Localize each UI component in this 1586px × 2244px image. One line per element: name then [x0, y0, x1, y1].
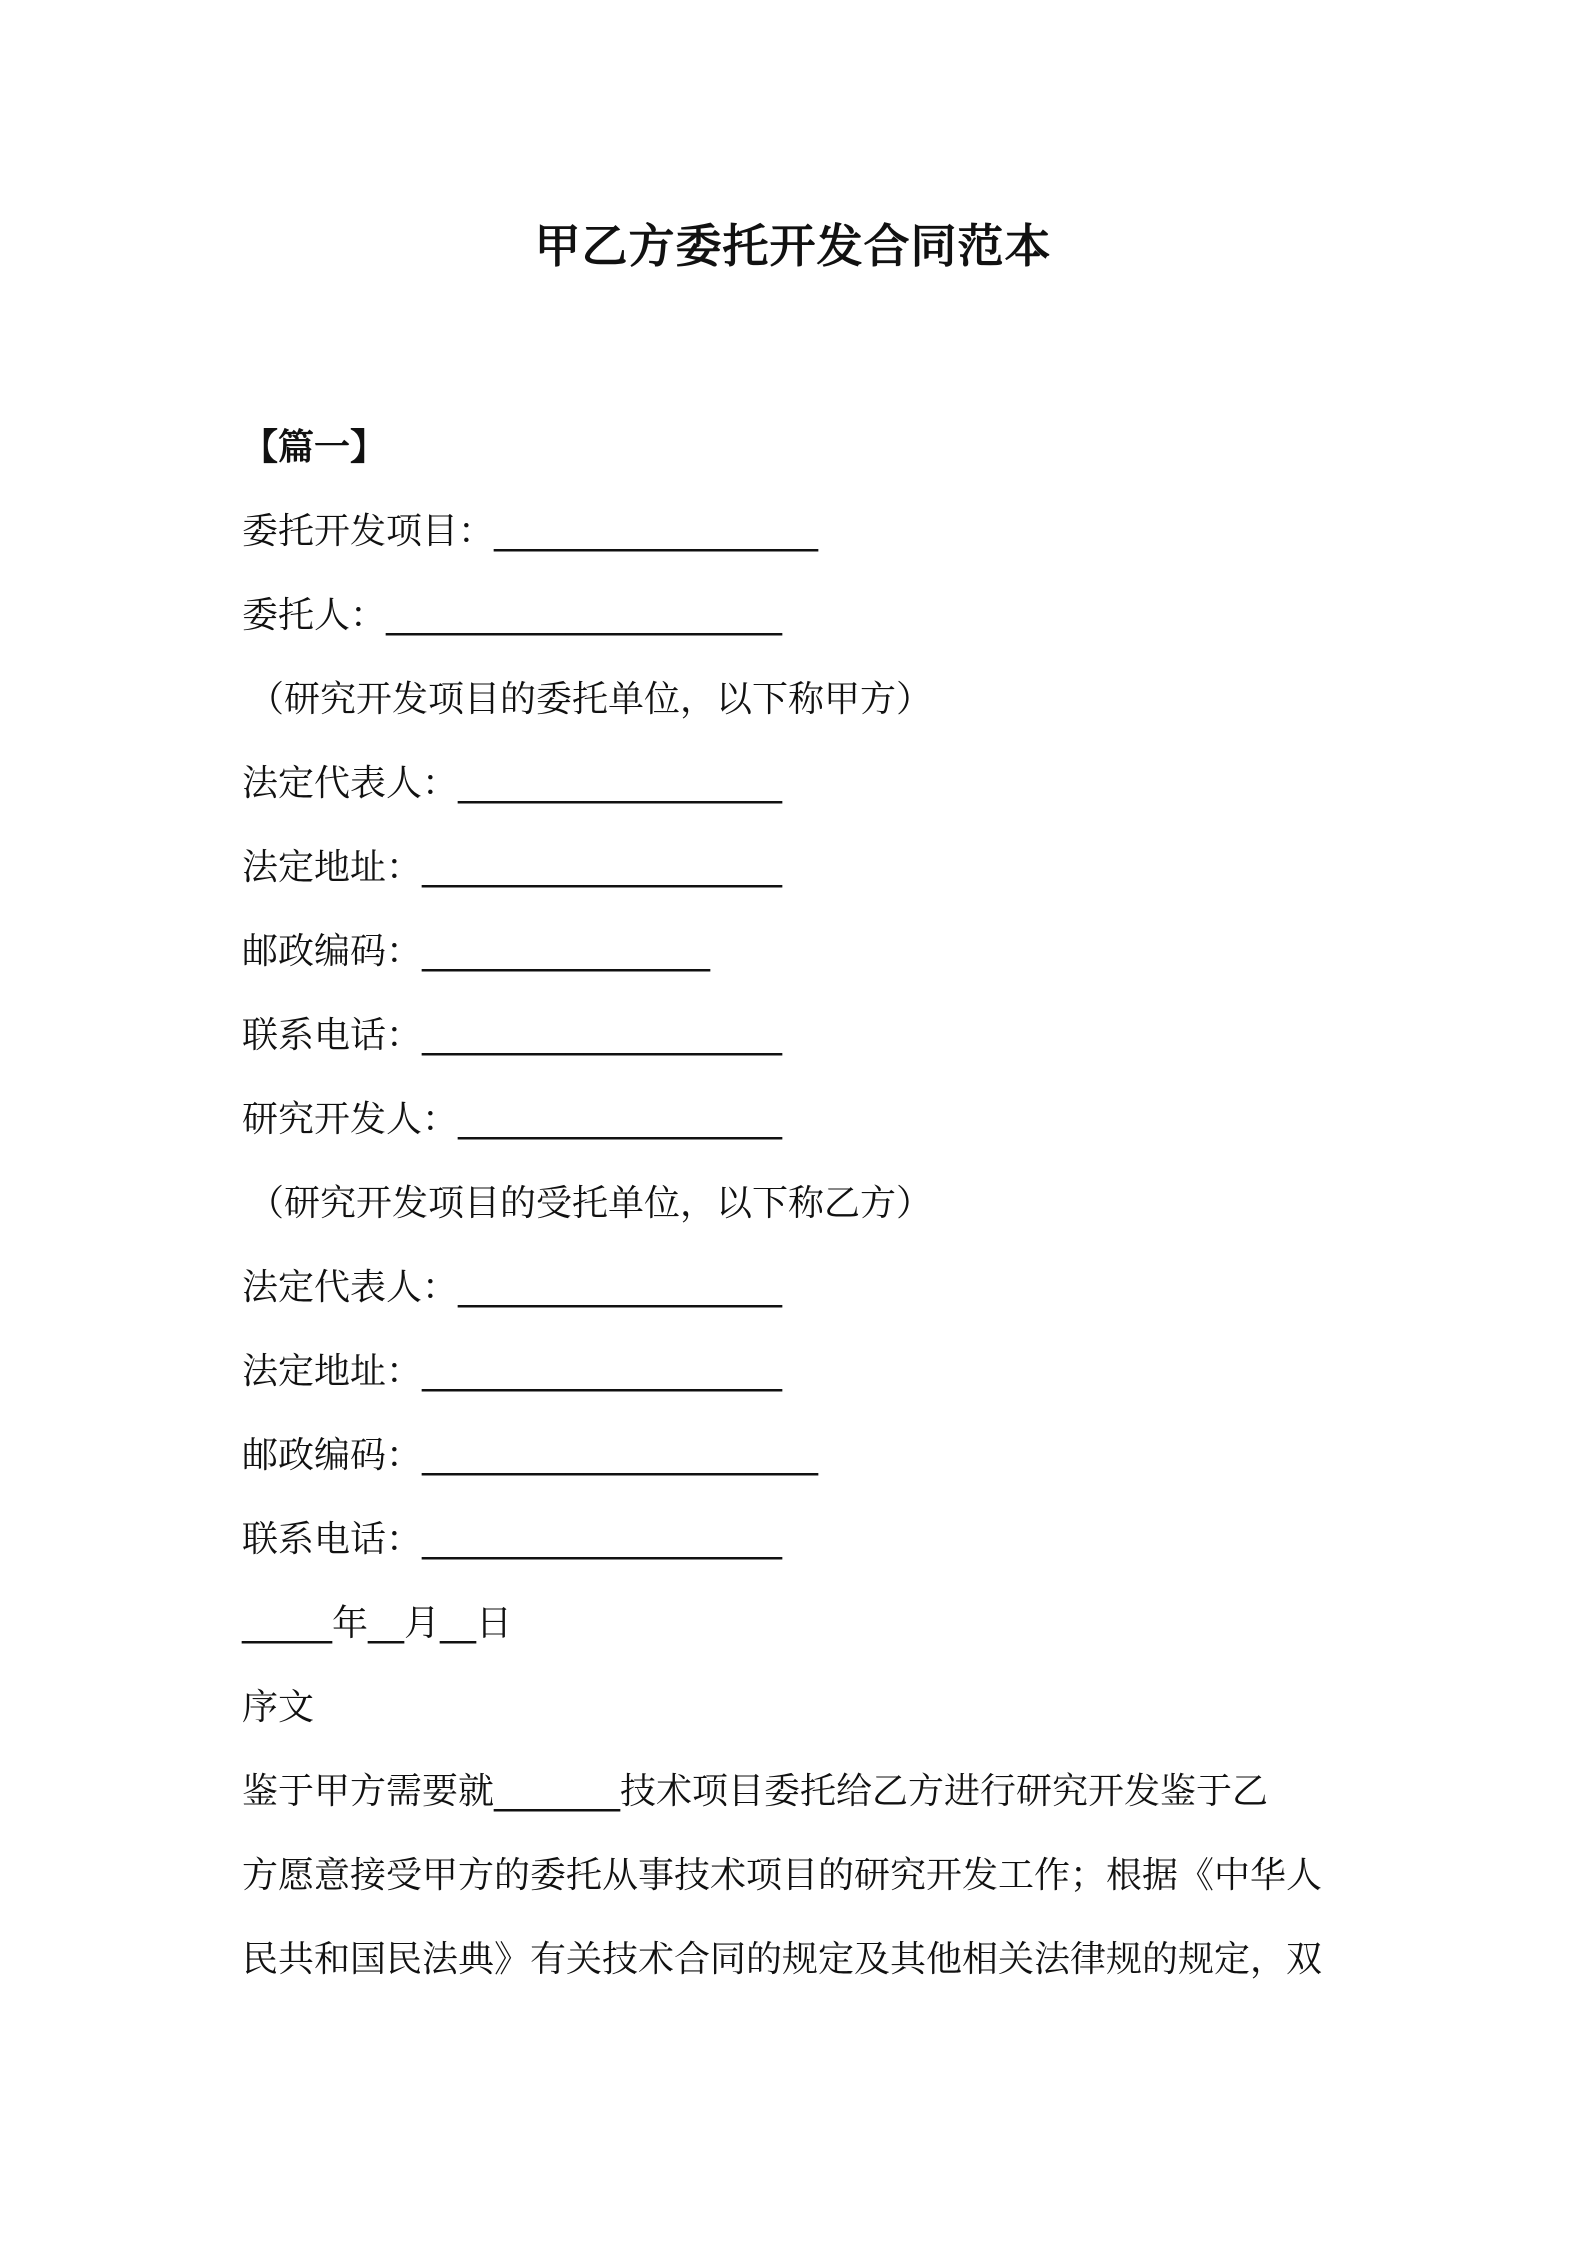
preface-line: 民共和国民法典》有关技术合同的规定及其他相关法律规的规定，双 [242, 1939, 1323, 1980]
field-postal-code-b: 邮政编码：______________________ [242, 1435, 819, 1476]
field-legal-address-a: 法定地址：____________________ [242, 847, 783, 888]
field-postal-code-a: 邮政编码：________________ [242, 931, 711, 972]
field-developer: 研究开发人：__________________ [242, 1099, 783, 1140]
field-legal-rep-a: 法定代表人：__________________ [242, 763, 783, 804]
preface-line: 方愿意接受甲方的委托从事技术项目的研究开发工作；根据《中华人 [242, 1855, 1323, 1896]
field-client: 委托人：______________________ [242, 595, 783, 636]
document-title: 甲乙方委托开发合同范本 [534, 219, 1052, 273]
field-legal-address-b: 法定地址：____________________ [242, 1351, 783, 1392]
note-party-b: （研究开发项目的受托单位，以下称乙方） [248, 1183, 933, 1224]
field-phone-a: 联系电话：____________________ [242, 1015, 783, 1056]
preface-line: 鉴于甲方需要就_______技术项目委托给乙方进行研究开发鉴于乙 [242, 1771, 1269, 1812]
note-party-a: （研究开发项目的委托单位，以下称甲方） [248, 679, 933, 720]
field-commission-project: 委托开发项目：__________________ [242, 511, 819, 552]
preface-heading: 序文 [242, 1687, 315, 1728]
field-date: _____年__月__日 [242, 1603, 513, 1644]
section-heading: 【篇一】 [242, 427, 387, 468]
field-phone-b: 联系电话：____________________ [242, 1519, 783, 1560]
field-legal-rep-b: 法定代表人：__________________ [242, 1267, 783, 1308]
document-body [242, 406, 1362, 2002]
